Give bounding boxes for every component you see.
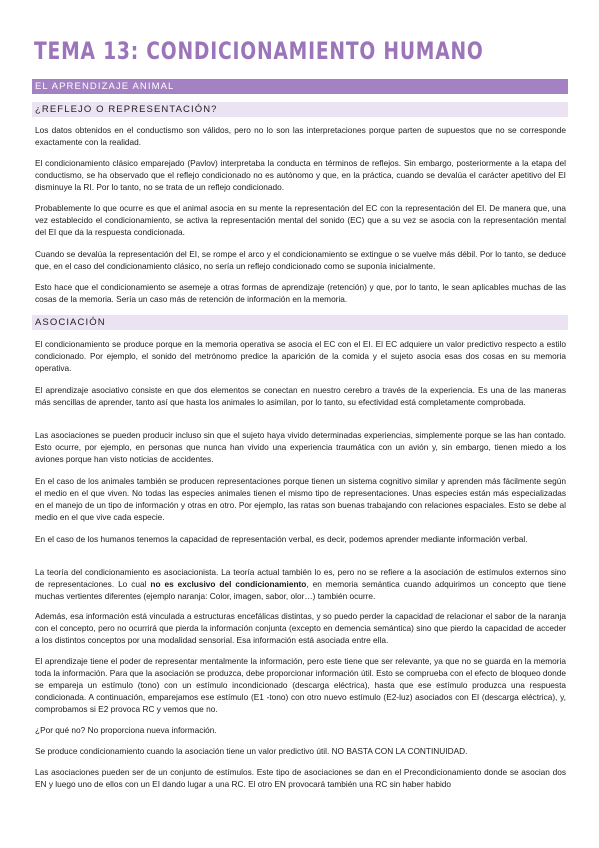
paragraph	[35, 566, 566, 602]
paragraph: Las asociaciones pueden ser de un conjunto de estímulos. Este tipo de asociaciones se dan en el Precondicionamiento donde se asocian dos EN y luego uno de ellos con un EI dando lugar a una RC. El otro EN provocará también una RC sin haber habido	[35, 767, 566, 790]
section-heading: EL APRENDIZAJE ANIMAL	[32, 79, 568, 94]
paragraph-text: La teoría del condicionamiento es asociacionista. La teoría actual también lo es, pero no se refiere a la asociación de estímulos externos sino de representaciones. Lo cual	[35, 567, 566, 590]
page-title: TEMA 13: CONDICIONAMIENTO HUMANO	[34, 37, 484, 65]
paragraph: El condicionamiento clásico emparejado (Pavlov) interpretaba la conducta en términos de reflejos. Sin embargo, posteriormente a la etapa del conductismo, se ha observado que el reflejo condicionado no es autónomo y que, en la práctica, cuando se devalúa el carácter apetitivo del EI disminuye la RI. Por lo tanto, no se trata de un reflejo condicionado.	[35, 158, 566, 193]
paragraph: El aprendizaje tiene el poder de representar mentalmente la información, pero este tiene que ser relevante, ya que no se guarda en la memoria toda la información. Para que la asociación se produzca, debe proporcionar información útil. Esto se comprueba con el efecto de bloqueo donde se empareja un estímulo (tono) con un estímulo incondicionado (descarga eléctrica), hasta que ese estímulo produzca una respuesta condicionada. A continuación, emparejamos ese estímulo (E1 -tono) con otro nuevo estímulo (E2-luz) asociados con EI (descarga eléctrica), y, comprobamos si E2 provoca RC y vemos que no.	[35, 656, 566, 715]
paragraph: El aprendizaje asociativo consiste en que dos elementos se conectan en nuestro cerebro a través de la experiencia. Es una de las maneras más sencillas de aprender, tanto así que hasta los animales lo asimilan, por lo tanto, su efectividad está completamente comprobada.	[35, 385, 566, 408]
paragraph: Cuando se devalúa la representación del EI, se rompe el arco y el condicionamiento se extingue o se vuelve más débil. Por lo tanto, se deduce que, en el caso del condicionamiento clásico, no sería un reflejo condicionado como se suponía inicialmente.	[35, 249, 566, 272]
subsection-heading: ASOCIACIÓN	[32, 315, 568, 330]
paragraph: El condicionamiento se produce porque en la memoria operativa se asocia el EC con el EI. El EC adquiere un valor predictivo respecto a estilo condicionado. Por ejemplo, el sonido del metrónomo predice la aparición de la comida y el sujeto asocia esas dos cosas en su memoria operativa.	[35, 339, 566, 374]
paragraph: Los datos obtenidos en el conductismo son válidos, pero no lo son las interpretaciones porque parten de supuestos que no se corresponde exactamente con la realidad.	[35, 125, 566, 148]
paragraph: Se produce condicionamiento cuando la asociación tiene un valor predictivo útil. NO BASTA CON LA CONTINUIDAD.	[35, 746, 468, 756]
bold-emphasis: no es exclusivo del condicionamiento	[150, 579, 307, 590]
paragraph: Probablemente lo que ocurre es que el animal asocia en su mente la representación del EC con la representación del EI. De manera que, una vez establecido el condicionamiento, se activa la representación mental del sonido (EC) que a su vez se asocia con la representación mental del EI que da la respuesta condicionada.	[35, 203, 566, 238]
paragraph-text: , en memoria semántica cuando adquirimos un concepto que tiene muchas vertientes diferentes (ejemplo naranja: Color, imagen, sabor, olor…) también ocurre.	[35, 579, 566, 602]
paragraph: ¿Por qué no? No proporciona nueva información.	[35, 725, 217, 735]
paragraph: En el caso de los humanos tenemos la capacidad de representación verbal, es decir, podemos aprender mediante información verbal.	[35, 534, 528, 544]
paragraph: Esto hace que el condicionamiento se asemeje a otras formas de aprendizaje (retención) y que, por lo tanto, le sean aplicables muchas de las cosas de la memoria. Sería un caso más de retención de información en la memoria.	[35, 282, 566, 305]
paragraph: En el caso de los animales también se producen representaciones porque tienen un sistema cognitivo similar y aprenden más fácilmente según el medio en el que viven. No todas las especies animales tienen el mismo tipo de representaciones. Unas especies están más especializadas en el manejo de un tipo de información y otras en otro. Por ejemplo, las ratas son buenas trabajando con relaciones espaciales. Esto se debe al medio en el que vive cada especie.	[35, 476, 566, 523]
subsection-heading: ¿REFLEJO O REPRESENTACIÓN?	[32, 102, 568, 117]
paragraph: Además, esa información está vinculada a estructuras encefálicas distintas, y so puedo perder la capacidad de relacionar el sabor de la naranja con el concepto, pero no ocurrirá que pierda la información conjunta (excepto en demencia semántica) sino que pierdo la capacidad de acceder a los distintos conceptos por una modalidad sensorial. Esa información está asociada entre ella.	[35, 611, 566, 646]
paragraph: Las asociaciones se pueden producir incluso sin que el sujeto haya vivido determinadas experiencias, simplemente porque se las han contado. Esto ocurre, por ejemplo, en personas que nunca han vivido una experiencia traumática con un avión y, sin embargo, tienen miedo a los aviones porque han visto noticias de accidentes.	[35, 430, 566, 465]
